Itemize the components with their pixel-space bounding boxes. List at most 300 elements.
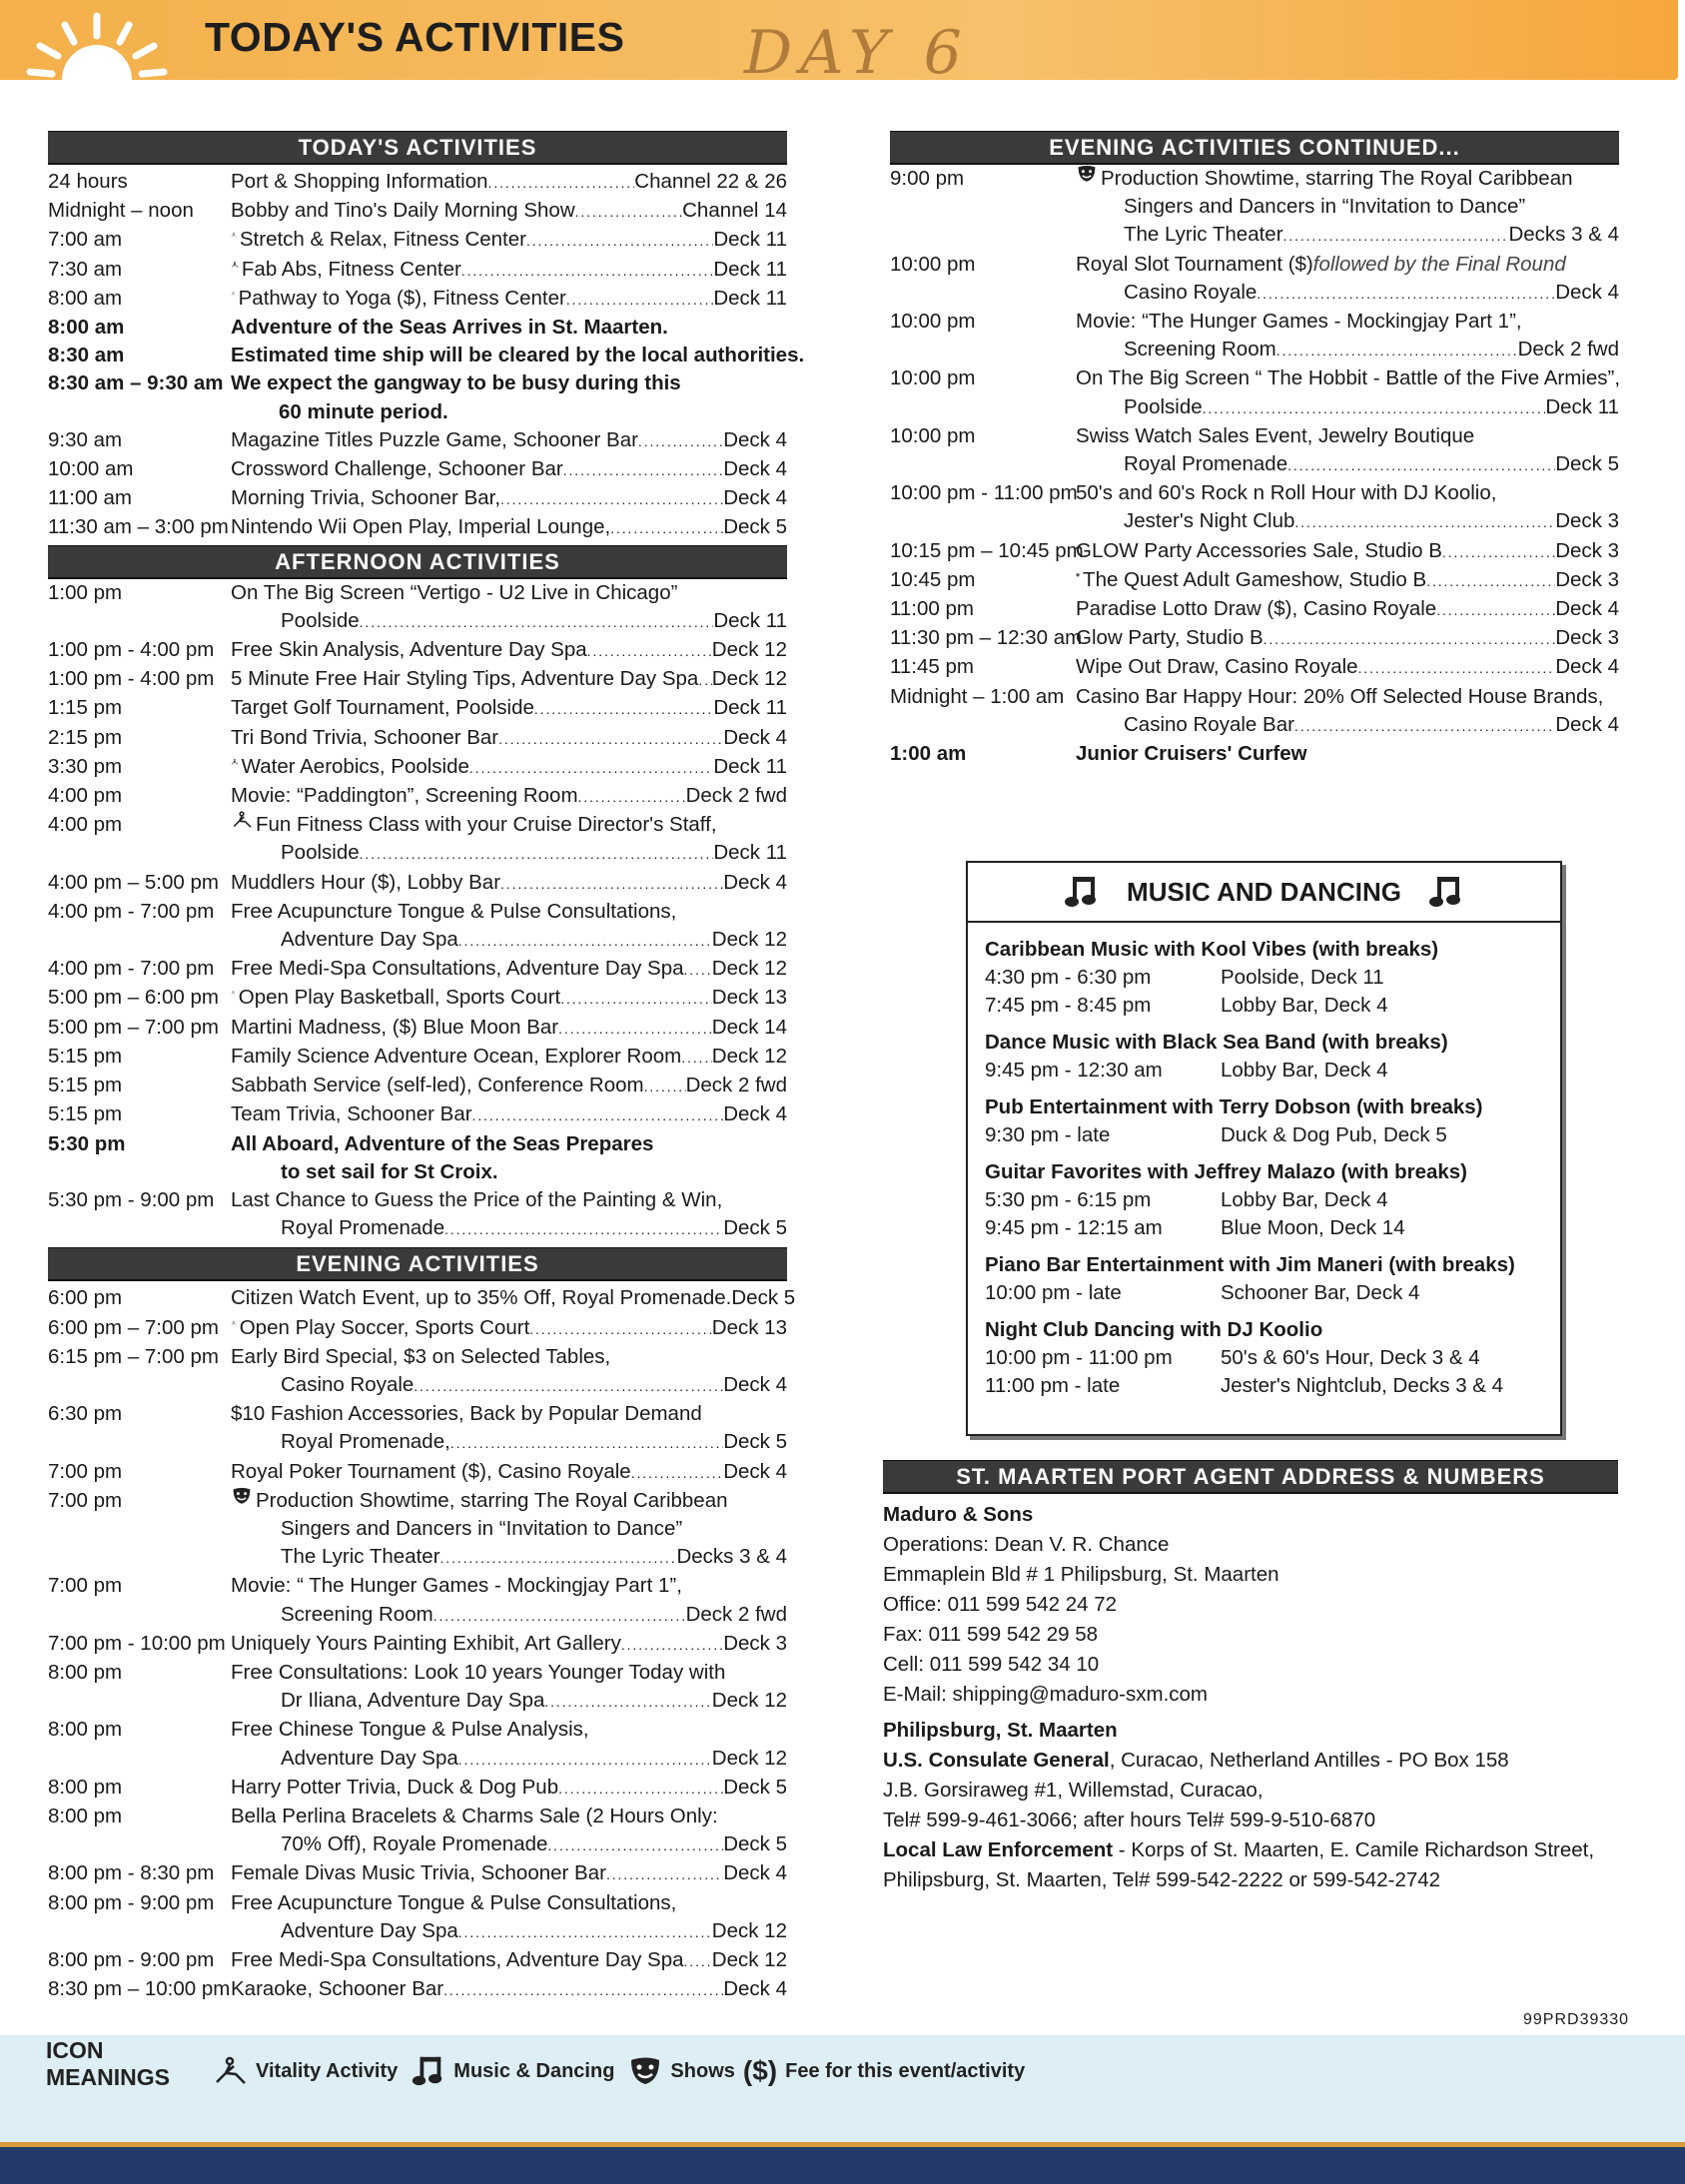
- activity-text: Karaoke, Schooner Bar: [231, 1977, 444, 2001]
- footer-bar: [0, 2147, 1685, 2184]
- activity-row: [890, 251, 1619, 279]
- activity-time: 6:00 pm: [48, 1286, 123, 1310]
- vitality-icon: [231, 285, 236, 303]
- activity-row: [48, 1687, 787, 1716]
- activity-location: Deck 4: [1555, 597, 1619, 621]
- activity-time: [48, 398, 231, 426]
- activity-text: Royal Promenade: [281, 1216, 445, 1240]
- activity-row: [48, 1830, 787, 1859]
- activity-text: to set sail for St Croix.: [281, 1159, 498, 1183]
- music-time: 10:00 pm - 11:00 pm: [985, 1346, 1173, 1369]
- activity-description: [1076, 221, 1619, 250]
- activity-text: 50's and 60's Rock n Roll Hour with DJ Koolio,: [1076, 481, 1497, 505]
- activity-description: [231, 753, 787, 782]
- dot-leader: [458, 926, 712, 955]
- consulate-location: , Curacao, Netherland Antilles - PO Box 158: [1109, 1749, 1509, 1772]
- port-section: [883, 1460, 1618, 1895]
- activity-text: Singers and Dancers in “Invitation to Dance”: [1124, 195, 1526, 219]
- activity-text: Muddlers Hour ($), Lobby Bar: [231, 870, 501, 894]
- activity-description: [231, 1515, 787, 1543]
- activity-text: Adventure Day Spa: [281, 928, 458, 952]
- activity-time: 4:00 pm: [48, 813, 123, 837]
- activity-time: 1:00 am: [890, 742, 967, 766]
- activity-time: [890, 507, 1076, 536]
- activity-time: [890, 393, 1076, 422]
- port-info: [883, 1500, 1618, 1895]
- activity-row: [890, 683, 1619, 711]
- activity-time: 8:00 pm: [48, 1660, 123, 1684]
- dot-leader: [684, 1946, 712, 1975]
- activity-row: [890, 566, 1619, 595]
- dot-leader: [621, 1630, 723, 1659]
- dot-leader: [458, 1917, 712, 1946]
- activity-text: Casino Royale: [281, 1372, 415, 1396]
- activity-description: [231, 1186, 787, 1214]
- activity-description: [231, 955, 787, 984]
- activity-description: [231, 168, 787, 197]
- icon-meanings-line1: ICON: [46, 2037, 104, 2063]
- music-place: 50's & 60's Hour, Deck 3 & 4: [1221, 1346, 1480, 1369]
- activity-row: [48, 513, 787, 542]
- activity-row: [890, 479, 1619, 507]
- activity-text: Movie: “Paddington”, Screening Room: [231, 784, 578, 808]
- music-time: 11:00 pm - late: [985, 1374, 1121, 1397]
- dot-leader: [500, 869, 723, 898]
- dot-leader: [566, 285, 714, 314]
- activity-text: Pathway to Yoga ($), Fitness Center: [238, 286, 566, 310]
- activity-time: 1:15 pm: [48, 696, 123, 720]
- music-group-title: Guitar Favorites with Jeffrey Malazo (with breaks): [985, 1160, 1468, 1183]
- activity-location: Deck 11: [713, 841, 787, 865]
- footer-legend: [0, 2035, 1685, 2147]
- activity-location: Deck 3: [723, 1631, 787, 1655]
- activity-description: [1076, 364, 1619, 392]
- music-row: [985, 1372, 1542, 1400]
- activity-time: 10:00 pm: [890, 252, 976, 276]
- activity-row: [890, 165, 1619, 193]
- port-operations: Operations: Dean V. R. Chance: [883, 1533, 1170, 1556]
- activity-row: [48, 256, 787, 285]
- legend-vitality: Vitality Activity: [256, 2059, 399, 2082]
- vitality-icon: [231, 1314, 237, 1332]
- music-row: [985, 1279, 1542, 1307]
- activity-row: [48, 285, 787, 314]
- music-group-title: Dance Music with Black Sea Band (with breaks): [985, 1031, 1448, 1054]
- activity-text: Casino Royale: [1124, 280, 1258, 304]
- activity-row: [48, 1284, 796, 1313]
- dot-leader: [1442, 537, 1555, 566]
- activity-time: 8:00 pm: [48, 1804, 123, 1827]
- activity-text: Free Acupuncture Tongue & Pulse Consultations,: [231, 1890, 677, 1914]
- activity-text: 70% Off), Royale Promenade: [281, 1832, 548, 1856]
- legend-music: Music & Dancing: [453, 2059, 615, 2082]
- activity-text: Fab Abs, Fitness Center: [241, 257, 461, 281]
- activity-text: Bella Perlina Bracelets & Charms Sale (2 Hours Only:: [231, 1804, 718, 1827]
- dot-leader: [1257, 279, 1555, 308]
- activity-row: [890, 740, 1619, 768]
- activity-time: 24 hours: [48, 170, 128, 193]
- activity-time: 11:00 am: [48, 486, 132, 510]
- activity-time: Midnight – 1:00 am: [890, 684, 1065, 708]
- activity-description: [231, 1371, 787, 1400]
- dot-leader: [443, 1975, 723, 2004]
- activity-description: [1076, 336, 1619, 364]
- music-list: [968, 923, 1560, 1400]
- activity-time: 8:00 am: [48, 316, 125, 340]
- activity-description: [231, 1130, 787, 1158]
- activity-description: [231, 314, 787, 342]
- dot-leader: [1203, 393, 1546, 422]
- activity-description: [1076, 251, 1619, 279]
- vitality-icon: [231, 984, 236, 1002]
- activity-row: [48, 1371, 787, 1400]
- music-dancing-box: [966, 861, 1562, 1436]
- activity-location: Deck 11: [713, 257, 787, 281]
- activity-row: [48, 1975, 787, 2004]
- activity-location: Deck 12: [711, 1689, 787, 1713]
- activity-time: [48, 607, 231, 636]
- activity-description: [231, 1072, 787, 1100]
- activity-row: [48, 1214, 787, 1243]
- activity-description: [231, 1543, 787, 1572]
- activity-location: Deck 12: [711, 928, 787, 952]
- music-row: [985, 1344, 1542, 1372]
- activity-description: [231, 1043, 787, 1072]
- dot-leader: [547, 1830, 723, 1859]
- activity-row: [48, 607, 787, 636]
- activity-location: Deck 12: [711, 638, 787, 662]
- activity-row: [890, 450, 1619, 479]
- activity-location: Deck 12: [711, 1918, 787, 1942]
- activity-description: [231, 1630, 787, 1659]
- activity-text: Poolside: [281, 841, 360, 865]
- activity-text: Poolside: [281, 608, 360, 632]
- activity-row: [48, 1428, 787, 1457]
- activity-text: Harry Potter Trivia, Duck & Dog Pub: [231, 1775, 559, 1799]
- music-group-title: Night Club Dancing with DJ Koolio: [985, 1318, 1323, 1341]
- activity-text: 5 Minute Free Hair Styling Tips, Adventure Day Spa: [231, 667, 699, 691]
- activity-time: 1:00 pm: [48, 580, 123, 604]
- activity-description: [231, 484, 787, 513]
- activity-location: Deck 12: [711, 1947, 787, 1971]
- activity-location: Deck 4: [723, 1102, 787, 1126]
- activity-time: 7:30 am: [48, 257, 123, 281]
- activity-text: Open Play Soccer, Sports Court: [239, 1315, 530, 1339]
- activity-description: [231, 256, 787, 285]
- music-time: 9:45 pm - 12:30 am: [985, 1059, 1163, 1082]
- activity-text: Junior Cruisers' Curfew: [1076, 742, 1307, 766]
- music-place: Schooner Bar, Deck 4: [1221, 1281, 1420, 1304]
- dot-leader: [1436, 595, 1555, 624]
- activity-time: 8:00 pm - 9:00 pm: [48, 1947, 215, 1971]
- activity-row: [48, 1889, 787, 1917]
- dot-leader: [414, 1371, 723, 1400]
- activity-time: 3:30 pm: [48, 754, 123, 778]
- dot-leader: [526, 226, 713, 255]
- consulate-address: J.B. Gorsiraweg #1, Willemstad, Curacao,: [883, 1779, 1264, 1802]
- dot-leader: [444, 1214, 723, 1243]
- dot-leader: [450, 1428, 723, 1457]
- activity-description: [1076, 308, 1619, 336]
- music-row: [985, 1121, 1542, 1149]
- activity-text: Sabbath Service (self-led), Conference Room: [231, 1074, 644, 1097]
- consulate-phone: Tel# 599-9-461-3066; after hours Tel# 599-9-510-6870: [883, 1809, 1376, 1831]
- activity-location: Deck 3: [1555, 567, 1619, 591]
- music-row: [985, 964, 1542, 992]
- activity-row: [48, 1630, 787, 1659]
- activity-text: Screening Room: [281, 1602, 433, 1626]
- activity-description: [231, 1158, 787, 1186]
- activity-text: On The Big Screen “Vertigo - U2 Live in Chicago”: [231, 580, 678, 604]
- consulate-name: U.S. Consulate General: [883, 1749, 1110, 1772]
- music-header: [968, 863, 1560, 923]
- fee-icon: ($): [742, 2055, 778, 2086]
- activity-time: 5:15 pm: [48, 1102, 123, 1126]
- activity-location: Deck 4: [723, 486, 787, 510]
- legend-items: [212, 2054, 1025, 2088]
- activity-row: [48, 782, 787, 811]
- port-email[interactable]: E-Mail: shipping@maduro-sxm.com: [883, 1683, 1208, 1706]
- dot-leader: [681, 1043, 712, 1072]
- activity-description: [231, 898, 787, 926]
- activity-location: Deck 11: [713, 754, 787, 778]
- activity-location: Deck 12: [711, 957, 787, 981]
- activity-description: [1076, 653, 1619, 682]
- activity-row: [890, 336, 1619, 364]
- dot-leader: [1287, 450, 1555, 479]
- activity-description: [231, 1745, 787, 1774]
- activity-row: [48, 398, 787, 426]
- activity-row: [48, 1745, 787, 1774]
- activity-row: [890, 193, 1619, 221]
- activity-location: Deck 5: [723, 1832, 787, 1856]
- activity-description: [231, 1100, 787, 1129]
- activity-time: [48, 1745, 231, 1774]
- activity-location: Deck 2 fwd: [685, 784, 787, 808]
- activity-time: 1:00 pm - 4:00 pm: [48, 667, 215, 691]
- activity-time: 6:15 pm – 7:00 pm: [48, 1344, 219, 1368]
- activity-text: Swiss Watch Sales Event, Jewelry Boutique: [1076, 423, 1475, 447]
- activity-description: [231, 1572, 787, 1600]
- port-company: Maduro & Sons: [883, 1503, 1034, 1526]
- activity-time: 10:00 pm: [890, 366, 976, 390]
- icon-meanings-line2: MEANINGS: [46, 2064, 170, 2090]
- dot-leader: [360, 839, 714, 868]
- activity-location: Deck 4: [723, 1861, 787, 1885]
- activity-time: 7:00 am: [48, 228, 123, 252]
- activity-time: 4:00 pm - 7:00 pm: [48, 899, 215, 923]
- activity-row: [48, 1158, 787, 1186]
- activity-description: [231, 398, 787, 426]
- activity-row: [48, 1543, 787, 1572]
- activity-text: Free Chinese Tongue & Pulse Analysis,: [231, 1718, 589, 1742]
- music-row: [985, 1186, 1542, 1214]
- activity-time: [890, 193, 1076, 221]
- activity-location: Decks 3 & 4: [1508, 223, 1619, 247]
- activity-row: [48, 1014, 787, 1043]
- activity-time: [48, 1158, 231, 1186]
- activity-text: Singers and Dancers in “Invitation to Dance”: [281, 1516, 683, 1540]
- dot-leader: [544, 1687, 711, 1716]
- music-row: [985, 1214, 1542, 1242]
- activity-location: Deck 5: [731, 1286, 796, 1310]
- dot-leader: [698, 665, 711, 694]
- activity-text: Jester's Night Club: [1124, 509, 1295, 533]
- activity-row: [890, 364, 1619, 392]
- activity-location: Deck 13: [711, 986, 787, 1010]
- music-group-title: Piano Bar Entertainment with Jim Maneri (with breaks): [985, 1253, 1515, 1276]
- activity-row: [890, 393, 1619, 422]
- music-place: Duck & Dog Pub, Deck 5: [1221, 1123, 1447, 1146]
- activity-time: [48, 1515, 231, 1543]
- dot-leader: [500, 484, 723, 513]
- activity-location: Deck 2 fwd: [1517, 338, 1619, 362]
- dot-leader: [1294, 711, 1555, 740]
- activity-text: Free Consultations: Look 10 years Younger Today with: [231, 1660, 726, 1684]
- activity-description: [231, 1214, 787, 1243]
- activity-time: 1:00 pm - 4:00 pm: [48, 638, 215, 662]
- left-column: [48, 131, 805, 2004]
- activity-description: [231, 1400, 787, 1428]
- activity-time: 8:00 am: [48, 286, 123, 310]
- dot-leader: [558, 1774, 723, 1803]
- activity-description: [231, 197, 787, 226]
- activity-description: [231, 1284, 796, 1313]
- activity-row: [48, 1774, 787, 1803]
- activity-description: [231, 694, 787, 723]
- theater-masks-icon: [231, 1487, 253, 1505]
- activity-time: 6:30 pm: [48, 1402, 123, 1426]
- music-section-title: MUSIC AND DANCING: [1127, 876, 1401, 907]
- activity-text: Wipe Out Draw, Casino Royale: [1076, 655, 1358, 679]
- sun-icon: [22, 8, 172, 80]
- activity-time: 5:00 pm – 7:00 pm: [48, 1015, 219, 1039]
- activity-row: [48, 1100, 787, 1129]
- activity-row: [48, 1572, 787, 1600]
- activity-time: 7:00 pm: [48, 1488, 123, 1512]
- activity-location: Deck 12: [711, 1044, 787, 1068]
- document-code: 99PRD39330: [1523, 2011, 1630, 2028]
- activity-row: [48, 369, 787, 397]
- activity-location: Channel 14: [682, 199, 787, 223]
- activity-description: [1076, 566, 1619, 595]
- activity-description: [1076, 683, 1619, 711]
- activity-row: [48, 1515, 787, 1543]
- section-header-todays: TODAY'S ACTIVITIES: [48, 131, 787, 165]
- activity-text: Morning Trivia, Schooner Bar,: [231, 486, 501, 510]
- activity-description: [1076, 193, 1619, 221]
- activity-text: Nintendo Wii Open Play, Imperial Lounge,: [231, 515, 611, 539]
- activity-text: Water Aerobics, Poolside: [241, 754, 469, 778]
- port-address: Emmaplein Bld # 1 Philipsburg, St. Maarten: [883, 1563, 1279, 1586]
- activity-time: [890, 711, 1076, 740]
- activity-location: Deck 4: [723, 725, 787, 749]
- activity-row: [48, 665, 787, 694]
- activity-text: Adventure Day Spa: [281, 1746, 458, 1770]
- activity-row: [48, 1917, 787, 1946]
- dot-leader: [469, 753, 713, 782]
- activity-time: [48, 926, 231, 955]
- dot-leader: [638, 426, 723, 455]
- activity-location: Deck 12: [711, 1746, 787, 1770]
- activity-time: 2:15 pm: [48, 725, 123, 749]
- port-city: Philipsburg, St. Maarten: [883, 1719, 1118, 1742]
- activity-row: [48, 1186, 787, 1214]
- evening-continued-list: [890, 165, 1619, 768]
- activity-time: 11:45 pm: [890, 655, 974, 679]
- activity-time: [48, 1214, 231, 1243]
- activity-description: [231, 1487, 787, 1515]
- activity-description: [231, 513, 787, 542]
- activity-description: [231, 1428, 787, 1457]
- dot-leader: [498, 724, 723, 753]
- activity-row: [48, 197, 787, 226]
- activity-location: Deck 5: [723, 1430, 787, 1454]
- vitality-icon: [231, 256, 239, 274]
- activity-row: [48, 1400, 787, 1428]
- activity-description: [1076, 740, 1619, 768]
- activity-time: 8:00 pm - 9:00 pm: [48, 1890, 215, 1914]
- activity-row: [48, 636, 787, 665]
- activity-text: Royal Slot Tournament ($): [1076, 252, 1313, 276]
- activity-text: GLOW Party Accessories Sale, Studio B: [1076, 538, 1442, 562]
- activity-row: [48, 579, 787, 607]
- activity-location: Deck 4: [1555, 280, 1619, 304]
- music-time: 5:30 pm - 6:15 pm: [985, 1188, 1152, 1211]
- activity-location: Channel 22 & 26: [634, 170, 787, 193]
- activity-text: Early Bird Special, $3 on Selected Tables,: [231, 1344, 611, 1368]
- activity-text: Production Showtime, starring The Royal Caribbean: [256, 1488, 728, 1512]
- dot-leader: [684, 955, 712, 984]
- vitality-icon: [231, 226, 237, 244]
- activity-row: [48, 1601, 787, 1630]
- activity-location: Deck 4: [723, 1977, 787, 2001]
- activity-location: Deck 4: [1555, 712, 1619, 736]
- music-time: 9:45 pm - 12:15 am: [985, 1216, 1163, 1239]
- activity-location: Deck 5: [723, 515, 787, 539]
- activity-description: [1076, 165, 1619, 193]
- activity-row: [890, 507, 1619, 536]
- dot-leader: [440, 1543, 677, 1572]
- port-office: Office: 011 599 542 24 72: [883, 1593, 1118, 1616]
- activity-description: [231, 724, 787, 753]
- activity-description: [231, 1458, 787, 1487]
- activity-text: Free Acupuncture Tongue & Pulse Consultations,: [231, 899, 677, 923]
- dot-leader: [1283, 221, 1509, 250]
- activity-row: [890, 308, 1619, 336]
- activity-time: 4:00 pm - 7:00 pm: [48, 957, 215, 981]
- activity-description: [231, 1803, 787, 1830]
- activity-location: Deck 4: [723, 457, 787, 481]
- activity-time: 10:00 pm: [890, 423, 976, 447]
- activity-description: [1076, 711, 1619, 740]
- activity-row: [48, 724, 787, 753]
- activity-text: Casino Bar Happy Hour: 20% Off Selected House Brands,: [1076, 684, 1604, 708]
- activity-description: [231, 1859, 787, 1888]
- dot-leader: [578, 782, 686, 811]
- activity-location: Deck 14: [711, 1015, 787, 1039]
- activity-row: [48, 1072, 787, 1100]
- activity-location: Deck 2 fwd: [685, 1074, 787, 1097]
- activity-location: Deck 5: [723, 1216, 787, 1240]
- activity-time: 8:00 pm - 8:30 pm: [48, 1861, 215, 1885]
- activity-text: Stretch & Relax, Fitness Center: [239, 228, 526, 252]
- activity-row: [48, 869, 787, 898]
- activity-row: [48, 455, 787, 484]
- activity-time: 9:30 am: [48, 427, 123, 451]
- dot-leader: [529, 1314, 712, 1343]
- theater-masks-icon: [1076, 566, 1080, 584]
